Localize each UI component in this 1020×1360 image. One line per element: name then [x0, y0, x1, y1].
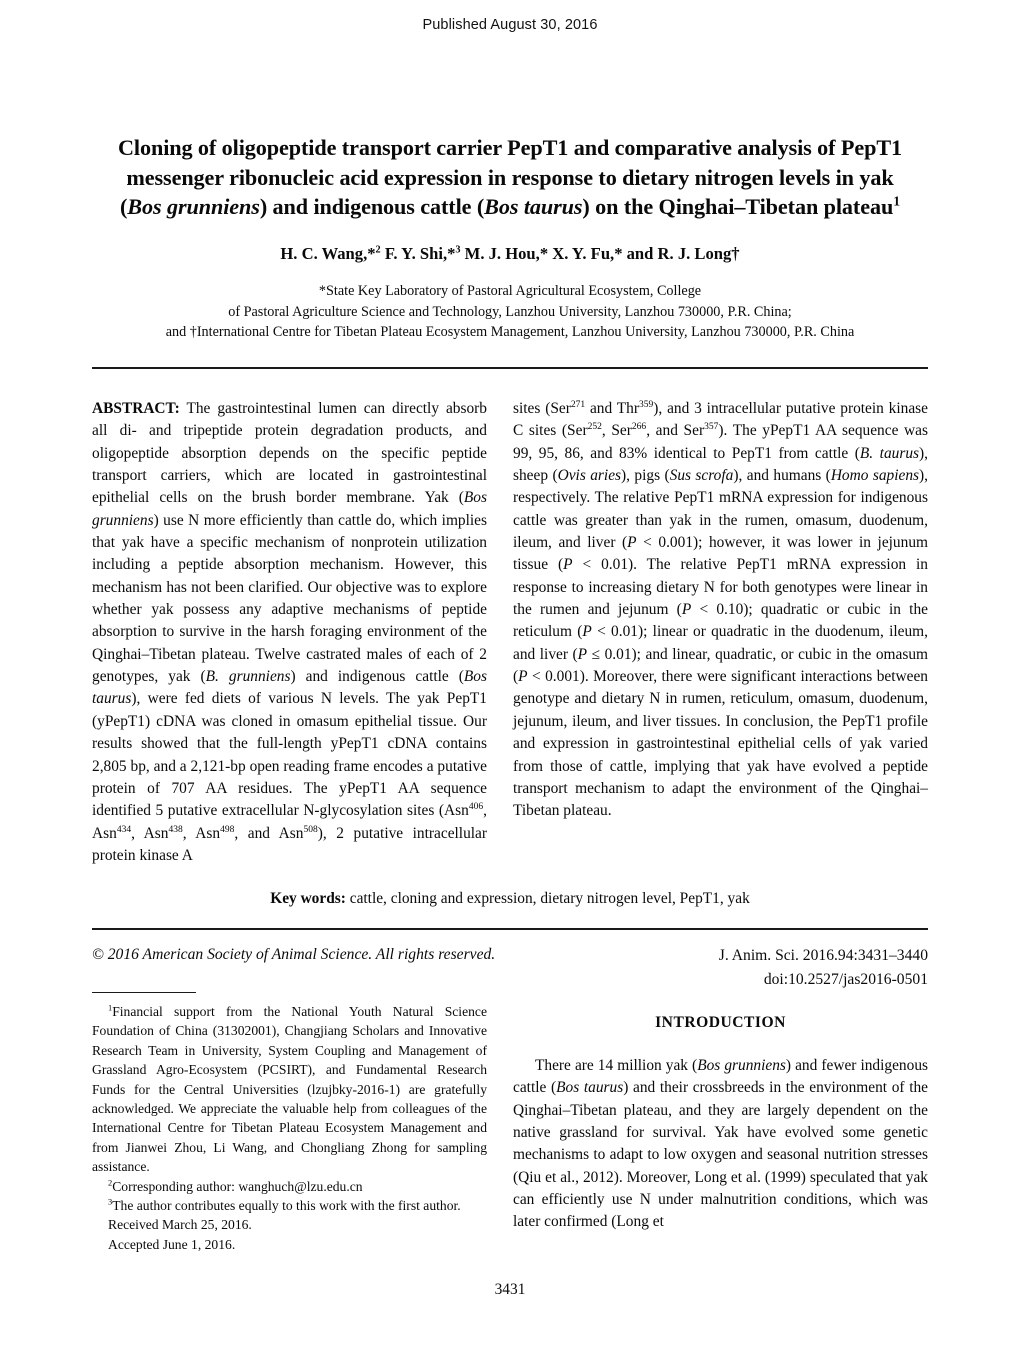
footnote-3	[92, 1196, 487, 1215]
title-line-1: Cloning of oligopeptide transport carrier PepT1 and comparative analysis of PepT1	[117, 135, 903, 160]
abstract-text-25: < 0.001). Moreover, there were significant interactions between genotype and dietary N in rumen, reticulum, omasum, duodenum, jejunum, ileum, and liver tissues. In conclusion, the PepT1 profile and expression in gastrointestinal epithelial cells of yak varied from those of cattle, implying that yak have evolved a peptide transport mechanism to adapt the environment of the Qinghai–Tibetan plateau.	[513, 668, 928, 820]
abstract-text-12: ), and 3 intracellular putative protein kinase C sites (Ser	[513, 400, 928, 440]
title-block	[92, 133, 928, 222]
abstract-sup-ser-252: 252	[587, 421, 602, 433]
footnote-1-text: Financial support from the National Youth Natural Science Foundation of China (31302001), Changjiang Scholars and Innovative Research Team in University, System Coupling and Management of Grassland Agro-Ecosystem (PCSIRT), and Fundamental Research Funds for the Central Universities (lzujbky-2016-1) are gratefully acknowledged. We appreciate the valuable help from colleagues of the International Centre for Tibetan Plateau Ecosystem Management and from Jianwei Zhou, Li Wang, and Chongliang Zhong for sampling assistance.	[92, 1004, 487, 1175]
author-name-1: H. C. Wang,*	[280, 244, 376, 263]
copyright-notice: © 2016 American Society of Animal Science. All rights reserved.	[92, 946, 496, 963]
divider-footnote	[92, 992, 196, 993]
introduction-body	[513, 1055, 928, 1234]
footnote-1	[92, 1002, 487, 1177]
title-footnote-marker: 1	[893, 193, 900, 209]
abstract-sup-ser-271: 271	[570, 398, 586, 410]
footnote-3-text: The author contributes equally to this work with the first author.	[112, 1198, 461, 1214]
intro-text-3: ) and their crossbreeds in the environment of the Qinghai–Tibetan plateau, and they are largely dependent on the native grassland for survival. Yak have evolved some genetic mechanisms to adapt to low oxygen and seasonal nutrition stresses (Qiu et al., 2012). Moreover, Long et al. (1999) speculated that yak can efficiently use N under malnutrition conditions, which was later confirmed (Long et	[513, 1079, 928, 1231]
author-list	[92, 243, 928, 265]
abstract-text-19: ), respectively. The relative PepT1 mRNA expression for indigenous cattle was greater than yak in the rumen, omasum, duodenum, ileum, and liver (	[513, 467, 929, 552]
page-title	[92, 133, 928, 222]
abstract-text-15: ). The yPepT1 AA sequence was 99, 95, 86, and 83% identical to PepT1 from cattle (	[513, 422, 928, 462]
title-line-3-prefix: (	[120, 194, 128, 219]
introduction-heading: INTRODUCTION	[655, 1014, 786, 1031]
abstract-column-left	[92, 398, 487, 867]
footnote-2	[92, 1177, 487, 1196]
abstract-text-20: < 0.001); however, it was lower in jejunum tissue (	[513, 534, 928, 574]
title-species-2: Bos taurus	[484, 194, 583, 219]
affiliations	[92, 281, 928, 343]
affiliation-line-2: of Pastoral Agriculture Science and Technology, Lanzhou University, Lanzhou 730000, P.R. China;	[228, 303, 792, 320]
footnote-3-marker: 3	[108, 1196, 113, 1207]
publication-date-header: Published August 30, 2016	[422, 17, 598, 33]
journal-citation	[640, 944, 928, 992]
author-footnote-marker-2: 2	[375, 244, 381, 256]
abstract-species-2: B. grunniens	[205, 668, 291, 686]
divider-below-abstract	[92, 928, 928, 930]
abstract-text-11: and Thr	[585, 400, 639, 417]
intro-species-2: Bos taurus	[556, 1079, 624, 1097]
keywords-values: cattle, cloning and expression, dietary nitrogen level, PepT1, yak	[345, 890, 750, 907]
abstract-sup-asn-498: 498	[220, 823, 235, 835]
accepted-date: Accepted June 1, 2016.	[108, 1236, 236, 1252]
abstract-species-3: Bos taurus	[92, 668, 487, 708]
abstract-text-13: , Ser	[601, 422, 632, 440]
intro-text-2: ) and fewer indigenous cattle (	[513, 1057, 929, 1097]
abstract-sup-asn-434: 434	[116, 823, 132, 835]
abstract-text-2: ) use N more efficiently than cattle do, which implies that yak have a specific mechanism of nonprotein utilization including a peptide absorption mechanism. However, this mechanism has not been clarified. Our objective was to explore whether yak possess any adaptive mechanisms of peptide absorption to survive in the harsh foraging environment of the Qinghai–Tibetan plateau. Twelve castrated males of each of 2 genotypes, yak (	[92, 511, 487, 686]
abstract-sup-ser-357: 357	[704, 421, 719, 433]
abstract-text-24: ≤ 0.01); and linear, quadratic, or cubic in the omasum (	[513, 645, 928, 686]
abstract-text-18: ), and humans (	[733, 467, 831, 485]
author-names-rest: M. J. Hou,* X. Y. Fu,* and R. J. Long†	[460, 244, 740, 263]
abstract-text-22: < 0.10); quadratic or cubic in the reticulum (	[513, 601, 928, 641]
abstract-text-14: , and Ser	[646, 422, 705, 440]
abstract-text-23: < 0.01); linear or quadratic in the duodenum, ileum, and liver (	[513, 623, 928, 663]
introduction-paragraph-1	[513, 1055, 928, 1234]
abstract-text-5: , Asn	[92, 802, 487, 842]
abstract-sup-thr-359: 359	[638, 398, 654, 410]
footnotes-block	[92, 1002, 487, 1254]
abstract-text-21: < 0.01). The relative PepT1 mRNA expression in response to increasing dietary N for both genotypes were linear in the rumen and jejunum (	[513, 556, 928, 619]
abstract-text-8: , and Asn	[234, 824, 304, 842]
abstract-species-6: Sus scrofa	[669, 467, 734, 485]
abstract-text-16: ), sheep (	[513, 444, 929, 485]
abstract-p-value-3: P	[681, 601, 692, 619]
abstract-text-4: ), were fed diets of various N levels. The yak PepT1 (yPepT1) cDNA was cloned in omasum epithelial tissue. Our results showed that the full-length yPepT1 cDNA contains 2,805 bp, and a 2,121-bp open reading frame encodes a putative protein of 707 AA residues. The yPepT1 AA sequence identified 5 putative extracellular N-glycosylation sites (Asn	[92, 690, 487, 820]
abstract-text-9: ), 2 putative intracellular protein kinase A	[92, 824, 487, 864]
footnote-2-text[interactable]: Corresponding author: wanghuch@lzu.edu.cn	[112, 1178, 363, 1194]
abstract-text-10: sites (Ser	[513, 400, 571, 417]
abstract-species-1: Bos grunniens	[92, 489, 487, 529]
abstract-sup-asn-406: 406	[468, 801, 484, 813]
abstract-sup-ser-266: 266	[631, 421, 647, 433]
abstract-text-7: , Asn	[182, 824, 221, 842]
title-line-3-suffix: ) on the Qinghai–Tibetan plateau	[582, 194, 894, 219]
footnote-1-marker: 1	[108, 1002, 113, 1013]
intro-text-1: There are 14 million yak (	[535, 1057, 698, 1074]
abstract-p-value-1: P	[627, 534, 637, 552]
page-number: 3431	[494, 1281, 526, 1298]
title-line-2: messenger ribonucleic acid expression in response to dietary nitrogen levels in yak	[126, 164, 894, 190]
author-name-2: F. Y. Shi,*	[380, 244, 456, 263]
abstract-text-1: The gastrointestinal lumen can directly absorb all di- and tripeptide protein degradation products, and oligopeptide absorption depends on the specific peptide transport carriers, which are located in gastrointestinal epithelial cells on the brush border membrane. Yak (	[92, 400, 487, 507]
abstract-sup-asn-438: 438	[168, 823, 183, 835]
affiliation-line-1: *State Key Laboratory of Pastoral Agricultural Ecosystem, College	[318, 283, 702, 299]
abstract-p-value-6: P	[518, 668, 528, 686]
abstract-text-6: , Asn	[131, 824, 169, 842]
affiliation-line-3: and †International Centre for Tibetan Plateau Ecosystem Management, Lanzhou University, Lanzhou 730000, P.R. China	[165, 324, 855, 340]
abstract-species-5: Ovis aries	[557, 467, 622, 485]
keywords-label: Key words:	[270, 890, 346, 907]
citation-line-1: J. Anim. Sci. 2016.94:3431–3440	[718, 947, 928, 964]
footnote-2-marker: 2	[108, 1177, 113, 1188]
received-date: Received March 25, 2016.	[108, 1217, 252, 1233]
abstract-p-value-2: P	[563, 556, 573, 574]
abstract-p-value-4: P	[582, 623, 592, 641]
abstract-text-3: ) and indigenous cattle (	[290, 668, 464, 686]
abstract-text-17: ), pigs (	[621, 467, 670, 485]
title-line-3-mid: ) and indigenous cattle (	[259, 194, 485, 219]
abstract-species-7: Homo sapiens	[830, 467, 920, 485]
abstract-species-4: B. taurus	[859, 444, 920, 462]
author-footnote-marker-3: 3	[455, 244, 461, 256]
abstract-sup-asn-508: 508	[303, 823, 318, 835]
citation-doi[interactable]: doi:10.2527/jas2016-0501	[763, 971, 928, 988]
title-species-1: Bos grunniens	[127, 194, 260, 219]
keywords-line	[92, 888, 928, 910]
divider-above-abstract	[92, 367, 928, 369]
abstract-column-right	[513, 398, 928, 823]
abstract-label: ABSTRACT:	[92, 400, 180, 417]
intro-species-1: Bos grunniens	[697, 1057, 786, 1074]
abstract-p-value-5: P	[577, 645, 588, 663]
